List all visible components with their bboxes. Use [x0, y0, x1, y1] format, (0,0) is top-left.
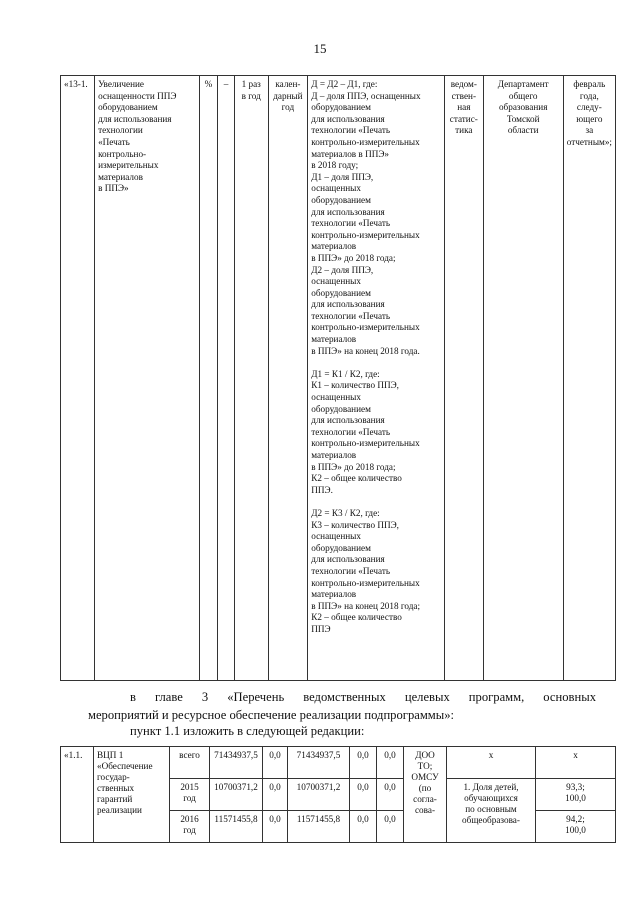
- indicator-table: [60, 75, 616, 681]
- deadline-cell: февраль года, следу- ющего за отчетным»;: [563, 76, 615, 681]
- value-cell: 94,2; 100,0: [536, 811, 616, 843]
- unit-cell: %: [199, 76, 218, 681]
- formula-cell: Д = Д2 – Д1, где: Д – доля ППЭ, оснащенных оборудованием для использования технологии «Печать контрольно-измерительных материалов в ППЭ» в 2018 году; Д1 – доля ППЭ, оснащенных оборудованием для использования технологии «Печать контрольно-измерительных материалов в ППЭ» до 2018 года; Д2 – доля ППЭ, оснащенных оборудованием для использования технологии «Печать контрольно-измерительных материалов в ППЭ» на конец 2018 года. Д1 = К1 / К2, где: К1 – количество ППЭ, оснащенных оборудованием для использования технологии «Печать контрольно-измерительных материалов в ППЭ» до 2018 года; К2 – общее количество ППЭ. Д2 = К3 / К2, где: К3 – количество ППЭ, оснащенных оборудованием для использования технологии «Печать контрольно-измерительных материалов в ППЭ» на конец 2018 года; К2 – общее количество ППЭ: [308, 76, 445, 681]
- program-table: [60, 746, 616, 843]
- local-cell: 0,0: [350, 779, 377, 811]
- responsible-cell: Департамент общего образования Томской области: [483, 76, 563, 681]
- indicator-cell: 1. Доля детей, обучающихся по основным общеобразова-: [447, 779, 536, 843]
- x-cell: х: [536, 747, 616, 779]
- local-cell: 0,0: [350, 811, 377, 843]
- paragraph-line-1: в главе 3 «Перечень ведомственных целевых программ, основных: [130, 690, 596, 704]
- year-cell: 2015 год: [170, 779, 210, 811]
- data-source-cell: ведом- ствен- ная статис- тика: [444, 76, 483, 681]
- regional-cell: 11571455,8: [288, 811, 350, 843]
- regional-cell: 10700371,2: [288, 779, 350, 811]
- local-cell: 0,0: [350, 747, 377, 779]
- other-cell: 0,0: [377, 811, 404, 843]
- paragraph-line-2: мероприятий и ресурсное обеспечение реализации подпрограммы»:: [88, 708, 455, 722]
- row-number: «1.1.: [61, 747, 94, 843]
- row-number: «13-1.: [61, 76, 95, 681]
- program-name: ВЦП 1 «Обеспечение государ- ственных гарантий реализации: [94, 747, 170, 843]
- year-cell: всего: [170, 747, 210, 779]
- total-cell: 10700371,2: [210, 779, 263, 811]
- periodicity-cell: 1 раз в год: [234, 76, 268, 681]
- dash-cell: –: [218, 76, 235, 681]
- paragraph-line-3: пункт 1.1 изложить в следующей редакции:: [130, 724, 365, 738]
- year-cell: 2016 год: [170, 811, 210, 843]
- period-type-cell: кален- дарный год: [268, 76, 308, 681]
- federal-cell: 0,0: [263, 811, 288, 843]
- total-cell: 11571455,8: [210, 811, 263, 843]
- other-cell: 0,0: [377, 747, 404, 779]
- indicator-name: Увеличение оснащенности ППЭ оборудованием для использования технологии «Печать контрольно- измерительных материалов в ППЭ»: [95, 76, 200, 681]
- x-cell: х: [447, 747, 536, 779]
- total-cell: 71434937,5: [210, 747, 263, 779]
- regional-cell: 71434937,5: [288, 747, 350, 779]
- executor-cell: ДОО ТО; ОМСУ (по согла- сова-: [404, 747, 447, 843]
- page-number: 15: [313, 41, 327, 56]
- federal-cell: 0,0: [263, 747, 288, 779]
- federal-cell: 0,0: [263, 779, 288, 811]
- other-cell: 0,0: [377, 779, 404, 811]
- value-cell: 93,3; 100,0: [536, 779, 616, 811]
